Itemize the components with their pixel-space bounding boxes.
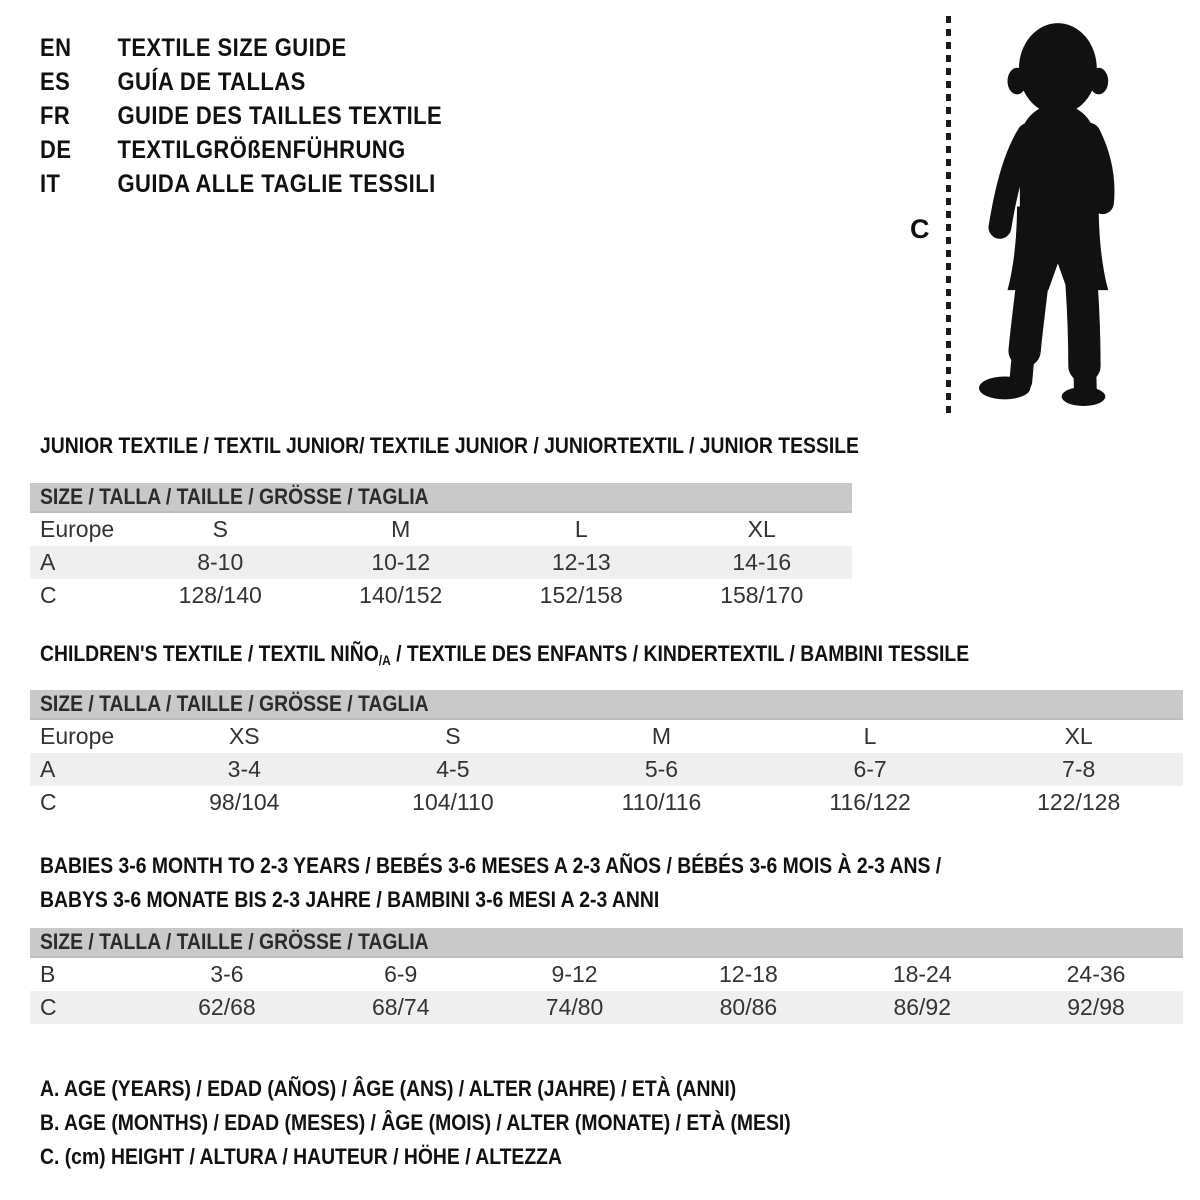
table-cell: 24-36: [1066, 961, 1126, 987]
table-row-height: [30, 786, 1183, 819]
guide-title: TEXTILGRÖßENFÜHRUNG: [117, 135, 406, 164]
row-label: A: [40, 549, 56, 575]
language-row-fr: [40, 99, 442, 133]
guide-title: GUIDA ALLE TAGLIE TESSILI: [117, 169, 436, 198]
size-table-header-label: SIZE / TALLA / TAILLE / GRÖSSE / TAGLIA: [40, 929, 429, 954]
table-cell: 9-12: [551, 961, 598, 987]
table-cell: 12-18: [718, 961, 778, 987]
size-table-header-label: SIZE / TALLA / TAILLE / GRÖSSE / TAGLIA: [40, 484, 429, 509]
table-cell: 7-8: [1062, 756, 1096, 782]
table-cell: M: [391, 516, 411, 542]
table-row-europe: [30, 720, 1183, 753]
table-row-age-months: [30, 958, 1183, 991]
table-cell: 140/152: [359, 582, 443, 608]
table-cell: XL: [747, 516, 776, 542]
measurement-legend: [40, 1072, 893, 1174]
junior-size-table: [30, 483, 852, 612]
table-cell: 10-12: [371, 549, 431, 575]
table-row-age: [30, 753, 1183, 786]
table-cell: XS: [228, 723, 260, 749]
language-row-de: [40, 133, 442, 167]
table-cell: 98/104: [209, 789, 280, 815]
guide-title: GUIDE DES TAILLES TEXTILE: [117, 101, 443, 130]
table-cell: M: [651, 723, 672, 749]
guide-title: GUÍA DE TALLAS: [117, 67, 306, 96]
babies-heading-line1: BABIES 3-6 MONTH TO 2-3 YEARS / BEBÉS 3-6 MESES A 2-3 AÑOS / BÉBÉS 3-6 MOIS À 2-3 ANS /: [40, 853, 942, 878]
baby-silhouette-icon: [960, 14, 1150, 418]
row-label: Europe: [40, 516, 115, 542]
table-cell: 92/98: [1067, 994, 1125, 1020]
table-cell: 128/140: [178, 582, 262, 608]
table-cell: S: [445, 723, 461, 749]
figure-height-label: C: [910, 214, 930, 244]
legend-line-c: C. (cm) HEIGHT / ALTURA / HAUTEUR / HÖHE / ALTEZZA: [40, 1144, 562, 1169]
table-cell: L: [863, 723, 877, 749]
guide-title: TEXTILE SIZE GUIDE: [117, 33, 347, 62]
language-code: EN: [40, 33, 72, 62]
table-cell: 6-7: [853, 756, 887, 782]
table-cell: 80/86: [719, 994, 778, 1020]
table-cell: 5-6: [644, 756, 679, 782]
table-cell: 8-10: [197, 549, 244, 575]
row-label: A: [40, 756, 56, 782]
table-cell: 6-9: [384, 961, 418, 987]
table-row-europe: [30, 513, 852, 546]
legend-line-a: A. AGE (YEARS) / EDAD (AÑOS) / ÂGE (ANS) / ALTER (JAHRE) / ETÀ (ANNI): [40, 1076, 737, 1101]
table-cell: 116/122: [829, 789, 911, 815]
table-cell: 74/80: [545, 994, 604, 1020]
table-cell: 3-4: [227, 756, 261, 782]
table-row-height: [30, 579, 852, 612]
children-heading-part1: CHILDREN'S TEXTILE / TEXTIL NIÑO: [40, 641, 379, 666]
language-row-es: [40, 65, 442, 99]
size-table-header-bar: [30, 483, 852, 513]
size-table-header-bar: [30, 928, 1183, 958]
junior-section-heading: JUNIOR TEXTILE / TEXTIL JUNIOR/ TEXTILE JUNIOR / JUNIORTEXTIL / JUNIOR TESSILE: [40, 433, 859, 458]
language-code: IT: [40, 169, 61, 198]
children-heading-part2: / TEXTILE DES ENFANTS / KINDERTEXTIL / BAMBINI TESSILE: [390, 641, 970, 666]
language-code: FR: [40, 101, 71, 130]
table-row-height: [30, 991, 1183, 1024]
table-row-age: [30, 546, 852, 579]
language-title-list: [40, 31, 442, 201]
row-label: C: [40, 789, 57, 815]
babies-heading-line2: BABYS 3-6 MONATE BIS 2-3 JAHRE / BAMBINI 3-6 MESI A 2-3 ANNI: [40, 887, 660, 912]
table-cell: 158/170: [720, 582, 804, 608]
row-label: B: [40, 961, 56, 987]
babies-section-heading: [40, 849, 941, 917]
row-label: C: [40, 582, 57, 608]
table-cell: 152/158: [539, 582, 623, 608]
babies-size-table: [30, 928, 1183, 1024]
table-cell: 68/74: [371, 994, 430, 1020]
table-cell: 86/92: [893, 994, 951, 1020]
children-heading-subscript: /A: [378, 653, 391, 668]
children-size-table: [30, 690, 1183, 819]
language-row-it: [40, 167, 442, 201]
size-table-header-label: SIZE / TALLA / TAILLE / GRÖSSE / TAGLIA: [40, 691, 429, 716]
table-cell: 110/116: [621, 789, 702, 815]
language-row-en: [40, 31, 442, 65]
language-code: DE: [40, 135, 72, 164]
legend-line-b: B. AGE (MONTHS) / EDAD (MESES) / ÂGE (MOIS) / ALTER (MONATE) / ETÀ (MESI): [40, 1110, 791, 1135]
table-cell: L: [574, 516, 588, 542]
height-measure-dotted-line: [946, 16, 951, 416]
table-cell: 14-16: [732, 549, 792, 575]
table-cell: S: [212, 516, 228, 542]
children-section-heading: [40, 641, 969, 668]
table-cell: 18-24: [892, 961, 952, 987]
table-cell: 12-13: [551, 549, 611, 575]
table-cell: 62/68: [198, 994, 256, 1020]
size-table-header-bar: [30, 690, 1183, 720]
table-cell: 4-5: [436, 756, 470, 782]
table-cell: XL: [1064, 723, 1093, 749]
table-cell: 3-6: [210, 961, 244, 987]
language-code: ES: [40, 67, 71, 96]
row-label: C: [40, 994, 57, 1020]
table-cell: 104/110: [412, 789, 494, 815]
row-label: Europe: [40, 723, 115, 749]
table-cell: 122/128: [1037, 789, 1121, 815]
